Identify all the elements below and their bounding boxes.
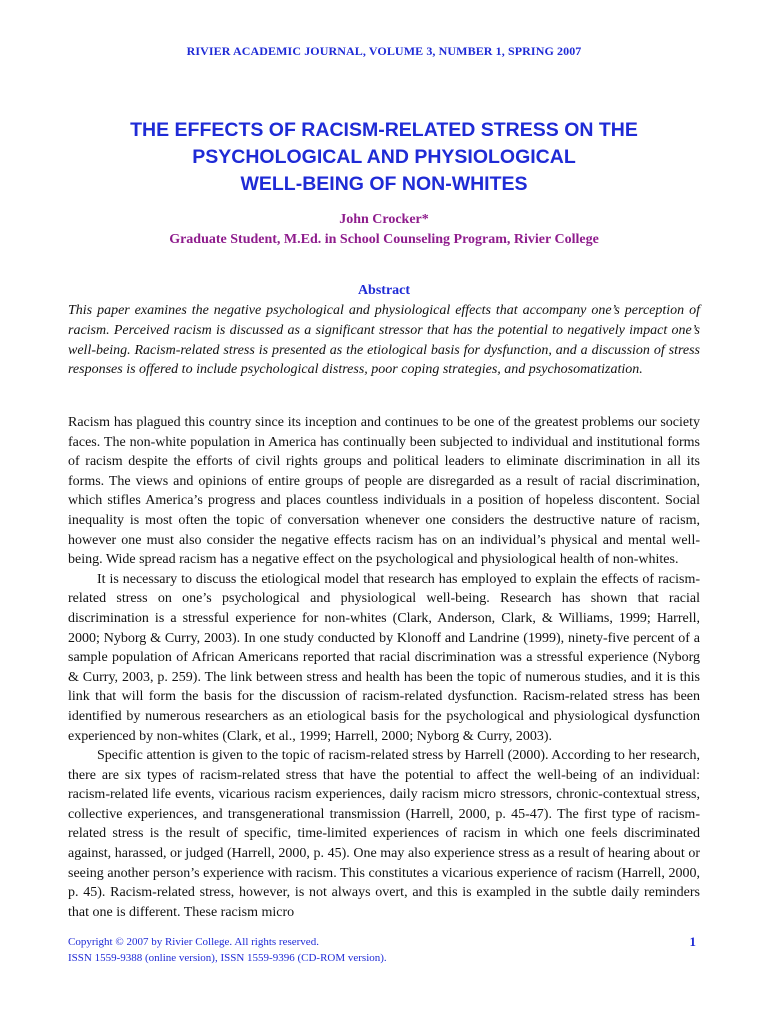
abstract-text: This paper examines the negative psychological and physiological effects that accompany one’s perception of racism. Perceived racism is discussed as a significant stressor that has the potential to negatively impact one’s well-being. Racism-related stress is presented as the etiological basis for dysfunction, and a discussion of stress responses is offered to include psychological distress, poor coping strategies, and psychosomatization.: [68, 303, 700, 378]
abstract-heading: Abstract: [357, 283, 411, 298]
title-line: PSYCHOLOGICAL AND PHYSIOLOGICAL: [192, 146, 576, 168]
title-line: THE EFFECTS OF RACISM-RELATED STRESS ON THE: [130, 119, 638, 141]
article-body: [68, 413, 700, 922]
title-line: WELL-BEING OF NON-WHITES: [240, 173, 528, 195]
author-affiliation: Graduate Student, M.Ed. in School Counseling Program, Rivier College: [169, 232, 599, 247]
article-title: [40, 117, 728, 198]
body-paragraph: Specific attention is given to the topic of racism-related stress by Harrell (2000). According to her research, there are six types of racism-related stress that have the potential to affect the well-being of an individual: racism-related life events, vicarious racism experiences, daily racism micro stressors, chronic-contextual stress, collective experiences, and transgenerational transmission (Harrell, 2000, p. 45-47). The first type of racism-related stress is the result of specific, time-limited experiences of racism in which one feels discriminated against, harassed, or judged (Harrell, 2000, p. 45). One may also experience stress as a result of hearing about or seeing another person’s experience with racism. This constitutes a vicarious experience of racism (Harrell, 2000, p. 45). Racism-related stress, however, is not always overt, and this is exampled in the subtle daily reminders that one is different. These racism micro: [68, 748, 700, 920]
journal-running-header: RIVIER ACADEMIC JOURNAL, VOLUME 3, NUMBER 1, SPRING 2007: [186, 44, 582, 58]
author-name: John Crocker*: [339, 212, 429, 227]
footer-issn: ISSN 1559-9388 (online version), ISSN 1559-9396 (CD-ROM version).: [68, 952, 387, 964]
footer-copyright: Copyright © 2007 by Rivier College. All rights reserved.: [68, 936, 319, 948]
body-paragraph: Racism has plagued this country since its inception and continues to be one of the greatest problems our society faces. The non-white population in America has continually been subjected to individual and institutional forms of racism despite the efforts of civil rights groups and political leaders to eliminate discrimination in all its forms. The views and opinions of entire groups of people are disregarded as a result of racial discrimination, which stifles America’s progress and places countless individuals in a position of hopeless discontent. Social inequality is most often the topic of conversation whenever one considers the destructive nature of racism, however one must also consider the negative effects racism has on an individual’s physical and mental well-being. Wide spread racism has a negative effect on the psychological and physiological health of non-whites.: [68, 415, 700, 568]
page-number: 1: [689, 934, 696, 949]
body-paragraph: It is necessary to discuss the etiological model that research has employed to explain the effects of racism-related stress on one’s psychological and physiological well-being. Research has shown that racial discrimination is a stressful experience for non-whites (Clark, Anderson, Clark, & Williams, 1999; Harrell, 2000; Nyborg & Curry, 2003). In one study conducted by Klonoff and Landrine (1999), ninety-five percent of a sample population of African Americans reported that racial discrimination was a stressful experience (Nyborg & Curry, 2003, p. 259). The link between stress and health has been the topic of numerous studies, and it is this link that will form the basis for the discussion of racism-related dysfunction. Racism-related stress has been identified by numerous researchers as an etiological basis for the psychological and physiological dysfunction experienced by non-whites (Clark, et al., 1999; Harrell, 2000; Nyborg & Curry, 2003).: [68, 571, 700, 744]
